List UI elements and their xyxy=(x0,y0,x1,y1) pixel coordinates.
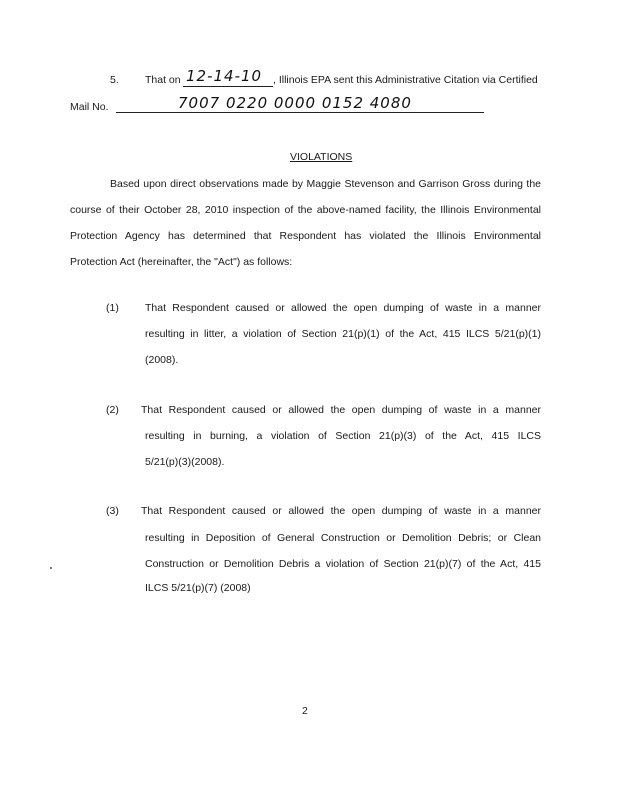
paragraph-prefix: That on xyxy=(145,74,181,86)
scan-speck xyxy=(50,567,52,569)
violation-number: (2) xyxy=(106,404,119,416)
paragraph-number: 5. xyxy=(110,74,119,86)
violation-line: resulting in litter, a violation of Section 21(p)(1) of the Act, 415 ILCS 5/21(p)(1) xyxy=(145,328,541,340)
violation-number: (3) xyxy=(106,505,119,517)
violation-line: resulting in Deposition of General Construction or Demolition Debris; or Clean xyxy=(145,532,541,544)
handwritten-date: 12-14-10 xyxy=(186,67,263,85)
violation-number: (1) xyxy=(106,302,119,314)
violation-line: 5/21(p)(3)(2008). xyxy=(145,456,225,468)
violation-line: resulting in burning, a violation of Section 21(p)(3) of the Act, 415 ILCS xyxy=(145,430,541,442)
violation-line: That Respondent caused or allowed the open dumping of waste in a manner xyxy=(141,505,541,517)
intro-line: course of their October 28, 2010 inspection of the above-named facility, the Illinois Environmental xyxy=(70,204,541,216)
intro-line: Protection Act (hereinafter, the "Act") as follows: xyxy=(70,256,293,268)
violation-line: ILCS 5/21(p)(7) (2008) xyxy=(145,582,251,594)
mail-number-underline xyxy=(116,112,484,113)
mail-label: Mail No. xyxy=(70,101,109,113)
violation-line: (2008). xyxy=(145,354,179,366)
paragraph-suffix: , Illinois EPA sent this Administrative Citation via Certified xyxy=(273,74,538,86)
date-underline xyxy=(183,86,273,87)
intro-line: Protection Agency has determined that Respondent has violated the Illinois Environmental xyxy=(70,230,541,242)
violation-line: Construction or Demolition Debris a violation of Section 21(p)(7) of the Act, 415 xyxy=(145,558,541,570)
violation-line: That Respondent caused or allowed the open dumping of waste in a manner xyxy=(141,404,541,416)
violations-heading: VIOLATIONS xyxy=(290,151,353,163)
intro-line: Based upon direct observations made by Maggie Stevenson and Garrison Gross during the xyxy=(110,178,541,190)
violation-line: That Respondent caused or allowed the open dumping of waste in a manner xyxy=(145,302,541,314)
handwritten-mail-number: 7007 0220 0000 0152 4080 xyxy=(178,94,412,112)
page-number: 2 xyxy=(302,705,308,717)
